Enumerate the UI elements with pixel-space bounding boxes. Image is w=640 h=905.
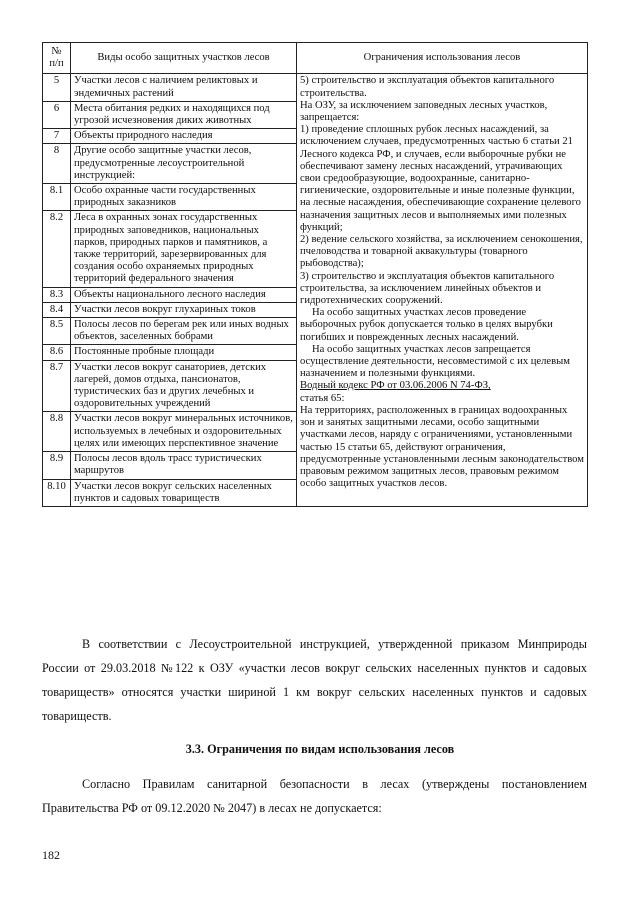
law-article: статья 65: [300, 392, 345, 404]
body-paragraph [42, 772, 587, 820]
row-number: 8.8 [43, 412, 71, 452]
row-number: 8.4 [43, 302, 71, 317]
restriction-text: На ОЗУ, за исключением заповедных лесных участков, запрещается: [300, 99, 548, 124]
table-row [43, 74, 588, 101]
row-number: 5 [43, 74, 71, 101]
row-area-type: Участки лесов вокруг минеральных источников, используемых в лечебных и оздоровительных целях или имеющих перспективное значение [71, 412, 297, 452]
restriction-text: 2) ведение сельского хозяйства, за исключением сенокошения, пчеловодства и товарной аквакультуры (товарного рыбоводства); [300, 234, 583, 270]
row-area-type: Участки лесов вокруг санаториев, детских лагерей, домов отдыха, пансионатов, туристических баз и других лечебных и оздоровительных учреждений [71, 360, 297, 412]
page-number: 182 [42, 848, 60, 862]
row-number: 8.1 [43, 184, 71, 211]
row-area-type: Полосы лесов по берегам рек или иных водных объектов, заселенных бобрами [71, 318, 297, 345]
row-area-type: Другие особо защитные участки лесов, предусмотренные лесоустроительной инструкцией: [71, 144, 297, 184]
header-restrictions: Ограничения использования лесов [297, 43, 588, 74]
row-number: 8.5 [43, 318, 71, 345]
restriction-text: 3) строительство и эксплуатация объектов капитального строительства, за исключением линейных объектов и гидротехнических сооружений. [300, 270, 555, 307]
row-area-type: Объекты природного наследия [71, 129, 297, 144]
row-number: 8.2 [43, 211, 71, 287]
row-number: 8.6 [43, 345, 71, 360]
row-area-type: Участки лесов вокруг сельских населенных пунктов и садовых товариществ [71, 479, 297, 506]
row-area-type: Места обитания редких и находящихся под угрозой исчезновения диких животных [71, 101, 297, 128]
row-number: 8.3 [43, 287, 71, 302]
table-header-row [43, 43, 588, 74]
restriction-text: 5) строительство и эксплуатация объектов капитального строительства. [300, 75, 555, 99]
row-number: 8.10 [43, 479, 71, 506]
header-number: № п/п [43, 43, 71, 74]
body-paragraph [42, 632, 587, 728]
row-number: 8.9 [43, 452, 71, 479]
restriction-text: На особо защитных участках лесов запрещается осуществление деятельности, несовместимой с их целевым назначением и полезными функциями. [300, 343, 570, 380]
header-area-type: Виды особо защитных участков лесов [71, 43, 297, 74]
row-number: 7 [43, 129, 71, 144]
row-area-type: Постоянные пробные площади [71, 345, 297, 360]
row-area-type: Объекты национального лесного наследия [71, 287, 297, 302]
protection-areas-table [42, 42, 588, 507]
law-reference: Водный кодекс РФ от 03.06.2006 N 74-ФЗ, [300, 380, 491, 392]
row-area-type: Особо охранные части государственных природных заказников [71, 184, 297, 211]
section-heading: 3.3. Ограничения по видам использования лесов [185, 742, 455, 756]
row-area-type: Полосы лесов вдоль трасс туристических маршрутов [71, 452, 297, 479]
restrictions-cell [297, 74, 588, 507]
paragraph-text: Согласно Правилам санитарной безопасности в лесах (утверждены постановлением Правительства РФ от 09.12.2020 № 2047) в лесах не допускается: [42, 777, 587, 815]
row-area-type: Леса в охранных зонах государственных природных заповедников, национальных парков, природных парков и памятников, а также территорий, зарезервированных для создания особо охраняемых природных территорий федерального значения [71, 211, 297, 287]
row-area-type: Участки лесов вокруг глухариных токов [71, 302, 297, 317]
row-area-type: Участки лесов с наличием реликтовых и эндемичных растений [71, 74, 297, 101]
row-number: 8 [43, 144, 71, 184]
row-number: 6 [43, 101, 71, 128]
restriction-text: На особо защитных участках лесов проведение выборочных рубок допускается только в целях вырубки погибших и поврежденных лесных насаждений. [300, 307, 553, 343]
restriction-text: 1) проведение сплошных рубок лесных насаждений, за исключением случаев, предусмотренных частью 6 статьи 21 Лесного кодекса РФ, и случаев, если выборочные рубки не обеспечивают замену лесных насаждений, утрачивающих свои средообразующие, водоохранные, санитарно-гигиенические, оздоровительные и иные полезные функции, на лесные насаждения, обеспечивающие сохранение целевого назначения защитных лесов и выполняемых ими полезных функций; [300, 124, 581, 233]
paragraph-text: В соответствии с Лесоустроительной инструкцией, утвержденной приказом Минприроды России от 29.03.2018 №122 к ОЗУ «участки лесов вокруг сельских населенных пунктов и садовых товариществ» относятся участки шириной 1 км вокруг сельских населенных пунктов и садовых товариществ. [42, 637, 587, 723]
restriction-text: На территориях, расположенных в границах водоохранных зон и занятых защитными лесами, особо защитными участками лесов, наряду с ограничениями, установленными частью 15 статьи 65, действуют ограничения, предусмотренные установленными лесным законодательством правовым режимом защитных лесов, правовым режимом особо защитных участков лесов. [300, 404, 584, 490]
row-number: 8.7 [43, 360, 71, 412]
